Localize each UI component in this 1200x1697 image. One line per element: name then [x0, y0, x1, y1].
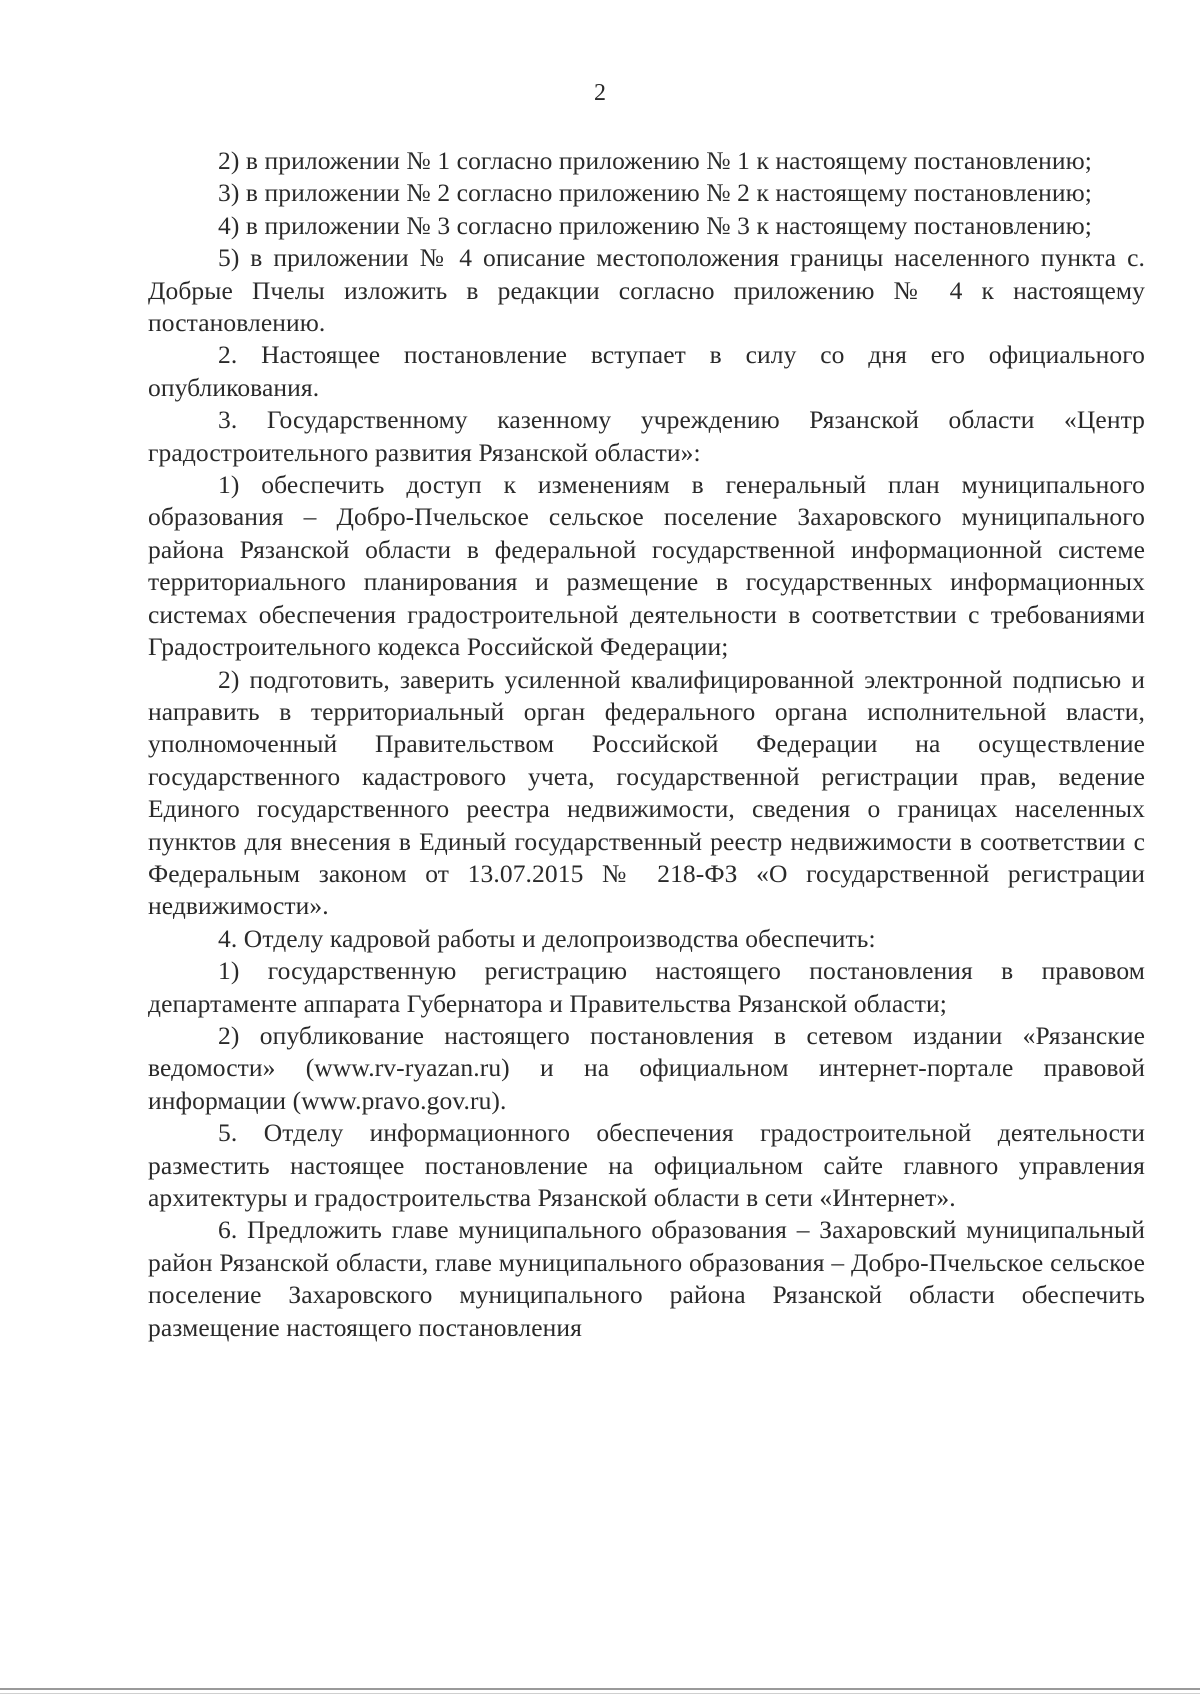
- scan-bottom-edge: [0, 1688, 1200, 1690]
- paragraph-section-3-item-2: 2) подготовить, заверить усиленной квалифицированной электронной подписью и направить в территориальный орган федерального органа исполнительной власти, уполномоченный Правительством Российской Федерации на осуществление государственного кадастрового учета, государственной регистрации прав, ведение Единого государственного реестра недвижимости, сведения о границах населенных пунктов для внесения в Единый государственный реестр недвижимости в соответствии с Федеральным законом от 13.07.2015 № 218-ФЗ «О государственной регистрации недвижимости».: [148, 664, 1145, 921]
- document-body: [148, 145, 1145, 1344]
- paragraph-section-3-item-1: 1) обеспечить доступ к изменениям в генеральный план муниципального образования – Добро-Пчельское сельское поселение Захаровского муниципального района Рязанской области в федеральной государственной информационной системе территориального планирования и размещение в государственных информационных системах обеспечения градостроительной деятельности в соответствии с требованиями Градостроительного кодекса Российской Федерации;: [148, 470, 1145, 662]
- paragraph-section-2: 2. Настоящее постановление вступает в силу со дня его официального опубликования.: [148, 340, 1145, 402]
- scan-bottom-edge-shadow: [0, 1693, 1200, 1694]
- paragraph-section-6: 6. Предложить главе муниципального образования – Захаровский муниципальный район Рязанской области, главе муниципального образования – Добро-Пчельское сельское поселение Захаровского муниципального района Рязанской области обеспечить размещение настоящего постановления: [148, 1215, 1145, 1342]
- paragraph-section-5: 5. Отделу информационного обеспечения градостроительной деятельности разместить настоящее постановление на официальном сайте главного управления архитектуры и градостроительства Рязанской области в сети «Интернет».: [148, 1118, 1145, 1212]
- paragraph-section-4-item-1: 1) государственную регистрацию настоящего постановления в правовом департаменте аппарата Губернатора и Правительства Рязанской области;: [148, 956, 1145, 1018]
- paragraph-item-2: 2) в приложении № 1 согласно приложению № 1 к настоящему постановлению;: [218, 146, 1092, 175]
- paragraph-section-3: 3. Государственному казенному учреждению Рязанской области «Центр градостроительного развития Рязанской области»:: [148, 405, 1145, 467]
- paragraph-item-4: 4) в приложении № 3 согласно приложению № 3 к настоящему постановлению;: [218, 210, 1092, 240]
- page-number: 2: [594, 80, 606, 106]
- paragraph-item-5: 5) в приложении № 4 описание местоположения границы населенного пункта с. Добрые Пчелы изложить в редакции согласно приложению № 4 к настоящему постановлению.: [148, 243, 1145, 338]
- paragraph-section-4: 4. Отделу кадровой работы и делопроизводства обеспечить:: [218, 923, 876, 953]
- paragraph-section-4-item-2: 2) опубликование настоящего постановления в сетевом издании «Рязанские ведомости» (www.rv-ryazan.ru) и на официальном интернет-портале правовой информации (www.pravo.gov.ru).: [148, 1020, 1145, 1115]
- paragraph-item-3: 3) в приложении № 2 согласно приложению № 2 к настоящему постановлению;: [218, 178, 1092, 208]
